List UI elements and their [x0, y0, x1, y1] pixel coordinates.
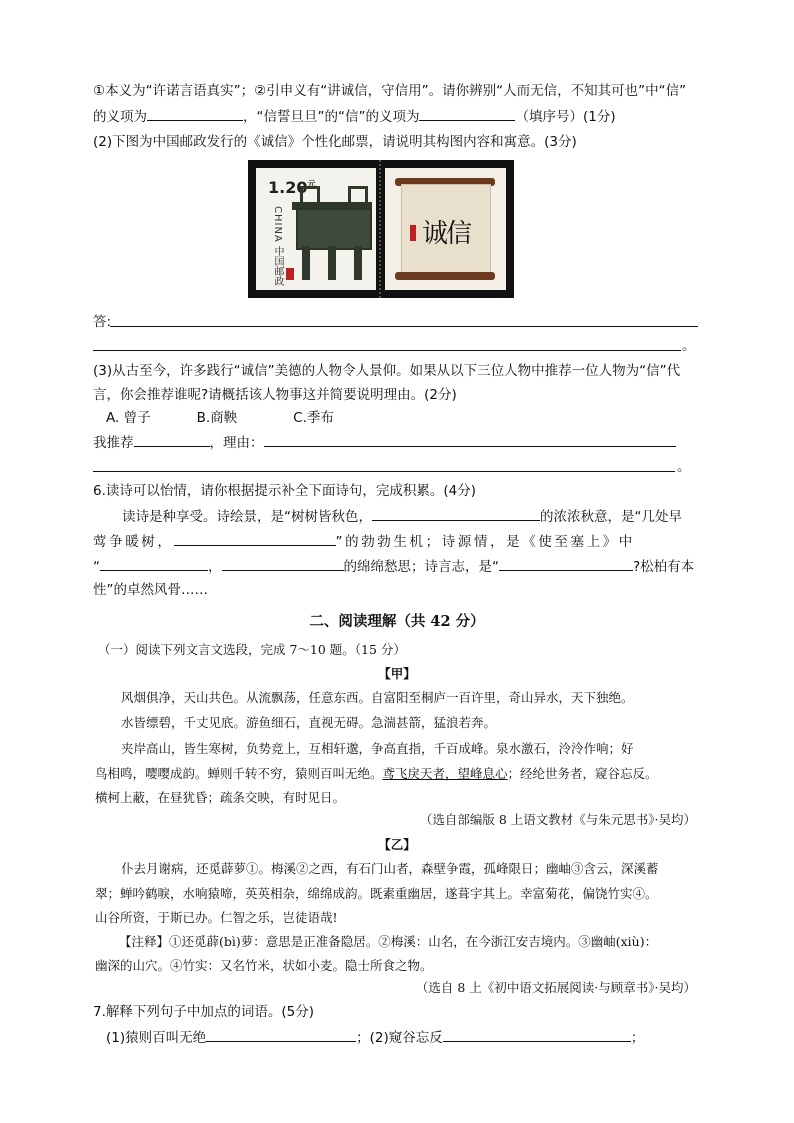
option-c[interactable]: C.季布 [293, 410, 334, 426]
red-seal-icon [286, 268, 294, 280]
intro-line2-a: 的义项为 [93, 109, 147, 125]
jia-source: （选自部编版 8 上语文教材《与朱元思书》·吴均） [419, 812, 696, 827]
q6-para-line1: 读诗是种享受。诗绘景，是“树树皆秋色， 的浓浓秋意，是“几处早 [122, 506, 682, 527]
stamp-ding-panel [256, 168, 376, 290]
q3-line2: 言，你会推荐谁呢?请概括该人物事这并简要说明理由。(2分) [93, 387, 457, 403]
q6-para-line2: 莺争暖树， ”的勃勃生机；诗源情，是《使至塞上》中 [93, 531, 635, 552]
q2-answer-label: 答: [93, 314, 112, 330]
question-intro-line2 [93, 106, 616, 127]
q3-options [106, 408, 334, 428]
passage-jia-label: 【甲】 [378, 666, 416, 681]
q2-prompt: (2)下图为中国邮政发行的《诚信》个性化邮票，请说明其构图内容和寓意。(3分) [93, 134, 577, 150]
ding-leg [354, 246, 362, 280]
yi-source: （选自 8 上《初中语文拓展阅读·与顾章书》·吴均） [415, 980, 696, 995]
poem-blank-5[interactable] [499, 556, 633, 571]
poem-blank-1[interactable] [372, 506, 540, 521]
stamp-scroll-panel [385, 168, 506, 290]
answer-blank-2[interactable] [419, 106, 515, 121]
recommend-blank[interactable] [134, 432, 210, 447]
poem-blank-3[interactable] [100, 556, 208, 571]
answer-line[interactable] [110, 326, 698, 327]
q2-period: 。 [682, 338, 696, 354]
question-intro-line1: ①本义为“许诺言语真实”；②引申义有“讲诚信，守信用”。请你辨别“人而无信，不知其可也”中“信” [93, 83, 687, 99]
answer-line[interactable] [93, 471, 675, 472]
stamp-issuer: 中国邮政 [272, 246, 283, 286]
scroll-paper [401, 184, 491, 276]
scroll-calligraphy: 诚信 [421, 219, 470, 249]
recommend-label: 我推荐 [93, 435, 134, 451]
answer-blank-1[interactable] [147, 106, 243, 121]
passage-yi-label: 【乙】 [378, 837, 416, 852]
underlined-sentence: 鸢飞戾天者，望峰息心 [382, 766, 508, 781]
q3-line1: (3)从古至今，许多践行“诚信”美德的人物令人景仰。如果从以下三位人物中推荐一位人物为“信”代 [93, 363, 681, 379]
stamp-country: CHINA [272, 206, 283, 243]
q7-blank-1[interactable] [206, 1027, 356, 1042]
option-a[interactable]: A. 曾子 [106, 410, 151, 426]
q3-period: 。 [677, 459, 691, 475]
stamp-denomination: $1.20^元$ [268, 178, 316, 197]
jia-paragraph-3a: 夹岸高山，皆生寒树，负势竞上，互相轩邈，争高直指，千百成峰。泉水激石，泠泠作响；好 [121, 741, 634, 756]
q6-para-line4: 性”的卓然风骨…… [93, 582, 208, 598]
yi-paragraph-3: 山谷所资，于斯已办。仁智之乐，岂徒语哉! [95, 910, 338, 925]
jia-paragraph-3b: 鸟相鸣，嘤嘤成韵。蝉则千转不穷，猿则百叫无绝。鸢飞戾天者，望峰息心；经纶世务者，窥谷忘反。 [95, 766, 658, 781]
jia-paragraph-3c: 横柯上蔽，在昼犹昏；疏条交映，有时见日。 [95, 790, 346, 805]
yi-paragraph-2: 翠；蝉吟鹤唳，水响猿啼，英英相杂，绵绵成韵。既素重幽居，遂葺宇其上。幸富菊花，偏饶竹实④。 [95, 886, 658, 901]
q6-para-line3: “ ， 的绵绵愁思；诗言志，是“ ?松柏有本 [93, 556, 694, 577]
intro-line2-c: （填序号）(1分) [515, 109, 616, 125]
jia-paragraph-2: 水皆缥碧，千丈见底。游鱼细石，直视无碍。急湍甚箭，猛浪若奔。 [121, 715, 497, 730]
q7-blank-2[interactable] [443, 1027, 631, 1042]
q7-title: 7.解释下列句子中加点的词语。(5分) [93, 1004, 315, 1020]
q7-items: (1)猿则百叫无绝 ；(2)窥谷忘反 ； [106, 1027, 644, 1048]
yi-note-line1: 【注释】①还觅薜(bì)萝：意思是正准备隐居。②梅溪：山名，在今浙江安吉境内。③幽岫(xiù)： [119, 934, 658, 949]
jia-paragraph-1: 风烟俱净，天山共色。从流飘荡，任意东西。自富阳至桐庐一百许里，奇山异水，天下独绝。 [121, 690, 634, 705]
stamp-perforation [379, 160, 384, 298]
ding-vessel-icon [296, 208, 372, 250]
scroll-rod-bottom [395, 272, 495, 280]
yi-note-line2: 幽深的山穴。④竹实：又名竹米，状如小麦。隐士所食之物。 [95, 958, 433, 973]
ding-leg [328, 246, 336, 280]
section2-title: 二、阅读理解（共 42 分） [309, 613, 485, 630]
intro-line2-b: ，“信誓旦旦”的“信”的义项为 [243, 109, 420, 125]
yi-paragraph-1: 仆去月谢病，还觅薜萝①。梅溪②之西，有石门山者，森壁争霞，孤峰限日；幽岫③含云，深溪蓄 [121, 861, 659, 876]
answer-line[interactable] [93, 350, 681, 351]
integrity-stamp-image [248, 160, 514, 298]
poem-blank-4[interactable] [222, 556, 344, 571]
option-b[interactable]: B.商鞅 [196, 410, 238, 426]
ding-leg [302, 246, 310, 280]
reason-blank[interactable] [264, 432, 676, 447]
q6-title: 6.读诗可以怡情，请你根据提示补全下面诗句，完成积累。(4分) [93, 483, 477, 499]
q3-recommend-row [93, 432, 676, 453]
reason-label: ，理由： [209, 435, 264, 451]
section2-sub1: （一）阅读下列文言文选段，完成 7～10 题。（15 分） [98, 642, 406, 657]
poem-blank-2[interactable] [174, 531, 336, 546]
